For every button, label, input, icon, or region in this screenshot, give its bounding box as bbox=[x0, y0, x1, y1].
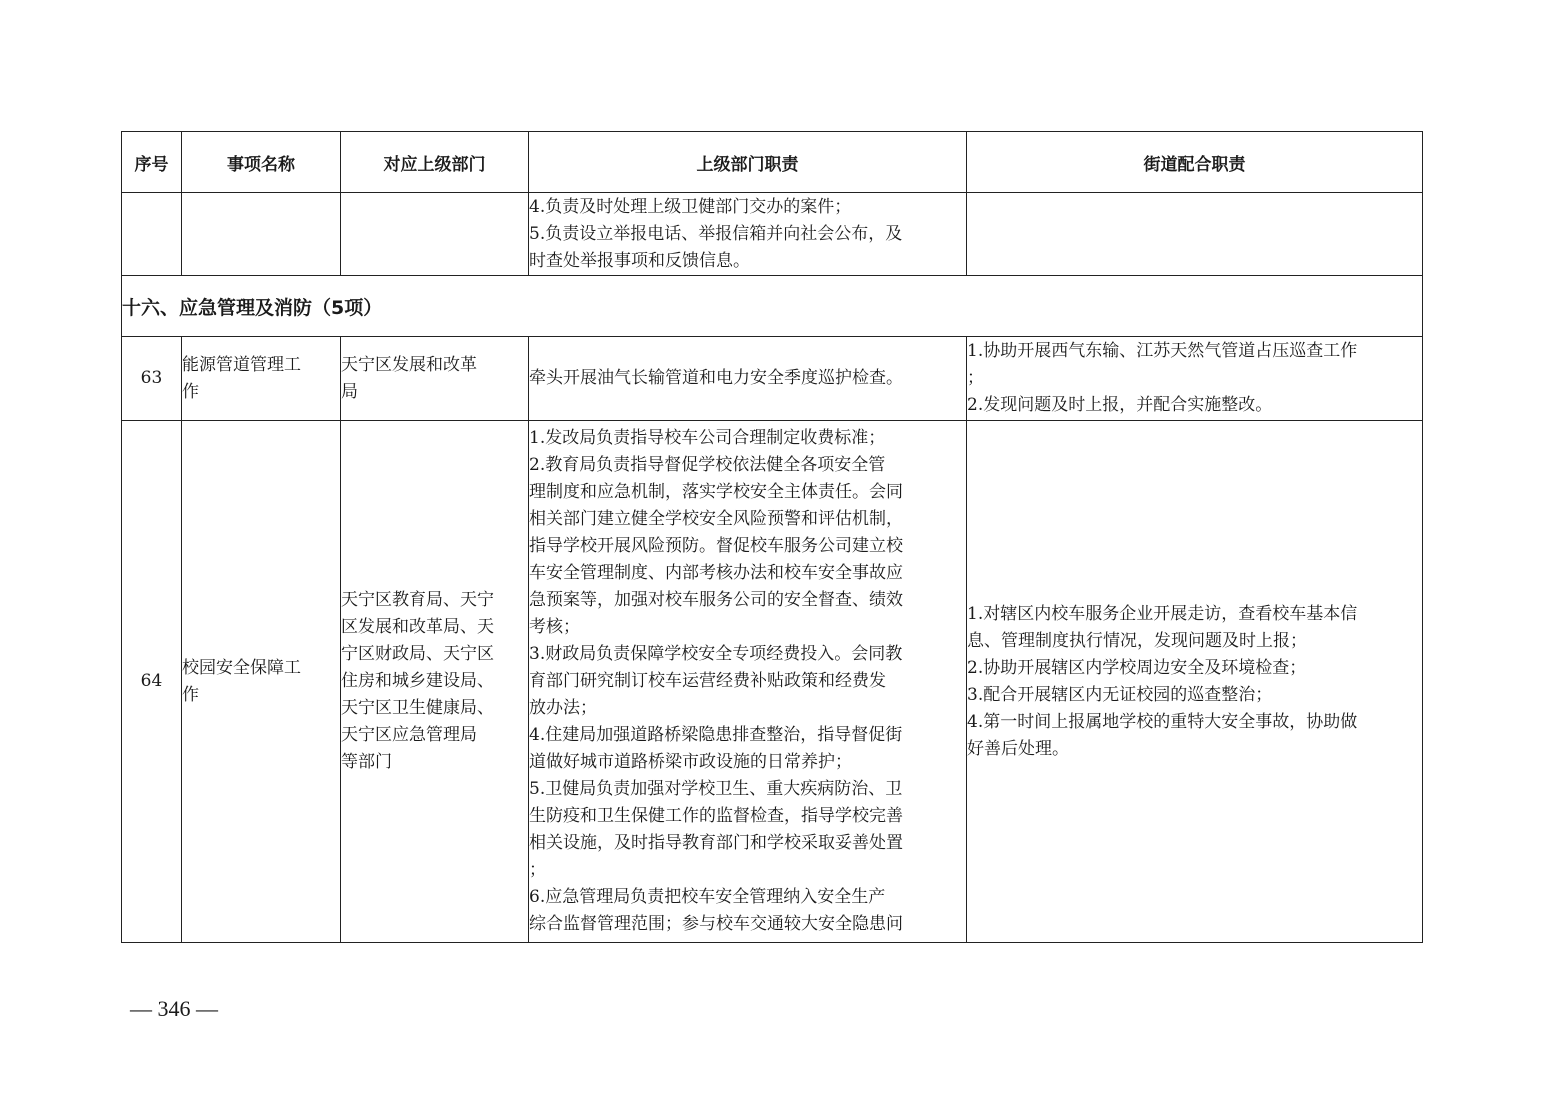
duties-line: 4.负责及时处理上级卫健部门交办的案件； bbox=[529, 196, 852, 217]
header-item-name: 事项名称 bbox=[182, 132, 341, 193]
street-line: 1.协助开展西气东输、江苏天然气管道占压巡查工作 bbox=[967, 341, 1358, 361]
row-street-duties bbox=[967, 337, 1423, 421]
continuation-street-cell bbox=[967, 193, 1423, 276]
duties-line: 2.教育局负责指导督促学校依法健全各项安全管 bbox=[529, 455, 886, 475]
duties-line: 5.卫健局负责加强对学校卫生、重大疾病防治、卫 bbox=[529, 779, 903, 799]
street-line: 好善后处理。 bbox=[967, 738, 1069, 759]
duties-line: 生防疫和卫生保健工作的监督检查，指导学校完善 bbox=[529, 806, 903, 826]
duties-line: 急预案等，加强对校车服务公司的安全督查、绩效 bbox=[529, 590, 903, 610]
duties-line: 考核； bbox=[529, 617, 580, 637]
duties-line: 综合监督管理范围；参与校车交通较大安全隐患问 bbox=[529, 914, 903, 934]
street-line: ； bbox=[967, 368, 984, 388]
duties-line: 相关设施，及时指导教育部门和学校采取妥善处置 bbox=[529, 833, 903, 853]
matters-table bbox=[121, 131, 1423, 943]
duties-line: 4.住建局加强道路桥梁隐患排查整治，指导督促街 bbox=[529, 725, 903, 745]
table-header-row bbox=[122, 132, 1423, 193]
header-street-duties: 街道配合职责 bbox=[967, 132, 1423, 193]
section-row bbox=[122, 276, 1423, 337]
row-duties bbox=[529, 421, 967, 943]
dept-line: 天宁区发展和改革 bbox=[341, 354, 477, 375]
street-line: 3.配合开展辖区内无证校园的巡查整治； bbox=[967, 684, 1273, 705]
duties-line: 3.财政局负责保障学校安全专项经费投入。会同教 bbox=[529, 644, 903, 664]
duties-line: 牵头开展油气长输管道和电力安全季度巡护检查。 bbox=[529, 368, 903, 388]
continuation-duties-cell bbox=[529, 193, 967, 276]
name-line: 作 bbox=[182, 381, 199, 402]
duties-line: 指导学校开展风险预防。督促校车服务公司建立校 bbox=[529, 536, 903, 556]
continuation-name-cell bbox=[182, 193, 341, 276]
header-seq: 序号 bbox=[122, 132, 182, 193]
duties-line: 1.发改局负责指导校车公司合理制定收费标准； bbox=[529, 428, 886, 448]
duties-line: 相关部门建立健全学校安全风险预警和评估机制， bbox=[529, 509, 903, 529]
row-dept bbox=[341, 421, 529, 943]
street-line: 息、管理制度执行情况，发现问题及时上报； bbox=[967, 630, 1307, 651]
dept-line: 天宁区教育局、天宁 bbox=[341, 590, 494, 610]
duties-line: 6.应急管理局负责把校车安全管理纳入安全生产 bbox=[529, 887, 886, 907]
name-line: 能源管道管理工 bbox=[182, 354, 301, 375]
row-seq: 64 bbox=[122, 421, 182, 943]
dept-line: 等部门 bbox=[341, 752, 392, 772]
duties-line: ； bbox=[529, 860, 546, 880]
row-seq: 63 bbox=[122, 337, 182, 421]
duties-line: 时查处举报事项和反馈信息。 bbox=[529, 250, 750, 271]
dept-line: 局 bbox=[341, 381, 358, 402]
row-item-name bbox=[182, 337, 341, 421]
duties-line: 5.负责设立举报电话、举报信箱并向社会公布，及 bbox=[529, 223, 903, 244]
duties-line: 理制度和应急机制，落实学校安全主体责任。会同 bbox=[529, 482, 903, 502]
section-title: 十六、应急管理及消防（5项） bbox=[122, 276, 1423, 337]
table-row bbox=[122, 337, 1423, 421]
dept-line: 区发展和改革局、天 bbox=[341, 617, 494, 637]
street-line: 1.对辖区内校车服务企业开展走访，查看校车基本信 bbox=[967, 603, 1358, 624]
header-superior-dept: 对应上级部门 bbox=[341, 132, 529, 193]
row-duties bbox=[529, 337, 967, 421]
name-line: 校园安全保障工 bbox=[182, 657, 301, 678]
street-line: 4.第一时间上报属地学校的重特大安全事故，协助做 bbox=[967, 711, 1358, 732]
continuation-row bbox=[122, 193, 1423, 276]
name-line: 作 bbox=[182, 684, 199, 705]
duties-line: 车安全管理制度、内部考核办法和校车安全事故应 bbox=[529, 563, 903, 583]
dept-line: 宁区财政局、天宁区 bbox=[341, 644, 494, 664]
dept-line: 住房和城乡建设局、 bbox=[341, 671, 494, 691]
continuation-seq-cell bbox=[122, 193, 182, 276]
duties-line: 育部门研究制订校车运营经费补贴政策和经费发 bbox=[529, 671, 886, 691]
street-line: 2.协助开展辖区内学校周边安全及环境检查； bbox=[967, 657, 1307, 678]
duties-line: 放办法； bbox=[529, 698, 597, 718]
header-superior-duties: 上级部门职责 bbox=[529, 132, 967, 193]
dept-line: 天宁区卫生健康局、 bbox=[341, 698, 494, 718]
row-dept bbox=[341, 337, 529, 421]
duties-line: 道做好城市道路桥梁市政设施的日常养护； bbox=[529, 752, 852, 772]
page-number: — 346 — bbox=[130, 996, 218, 1021]
continuation-dept-cell bbox=[341, 193, 529, 276]
dept-line: 天宁区应急管理局 bbox=[341, 725, 477, 745]
row-street-duties bbox=[967, 421, 1423, 943]
table-row bbox=[122, 421, 1423, 943]
row-item-name bbox=[182, 421, 341, 943]
street-line: 2.发现问题及时上报，并配合实施整改。 bbox=[967, 395, 1273, 415]
